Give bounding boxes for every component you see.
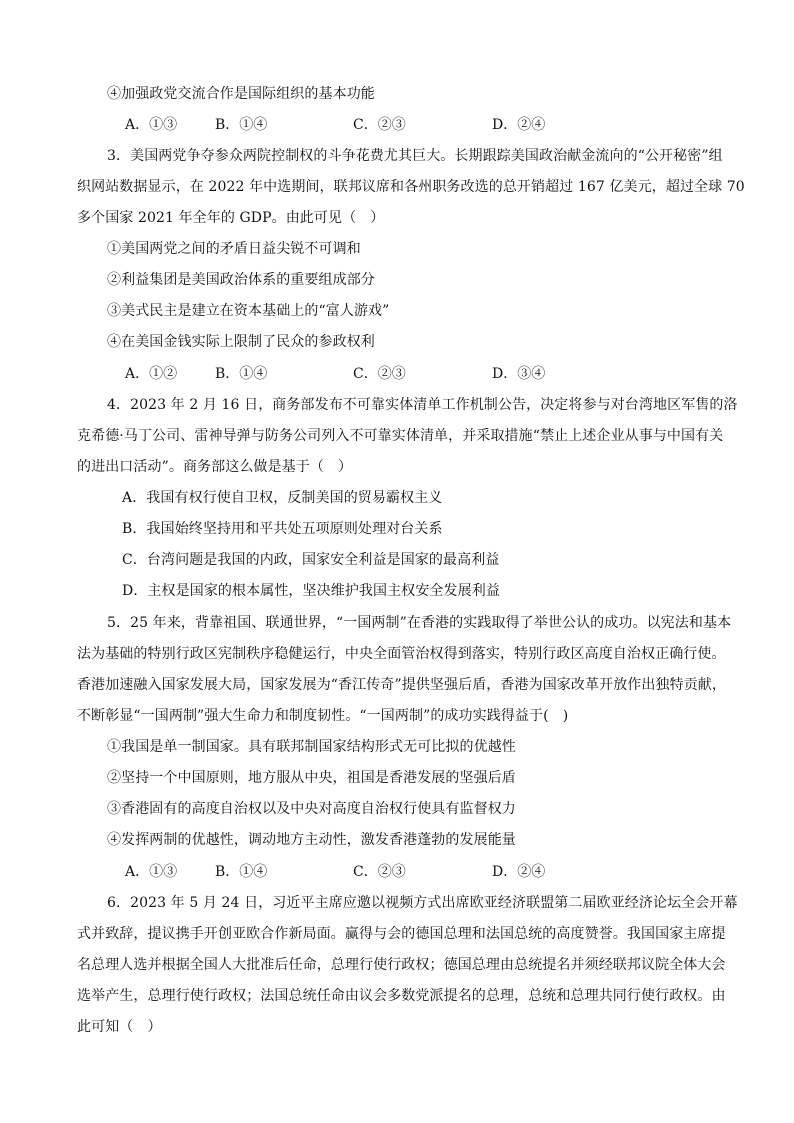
- q3-statement-2: ②利益集团是美国政治体系的重要组成部分: [107, 272, 375, 288]
- q2-option-d: D．②④: [492, 117, 546, 133]
- q4-choice-a: A．我国有权行使自卫权，反制美国的贸易霸权主义: [122, 490, 443, 506]
- q6-stem-line-2: 式并致辞，提议携手开创亚欧合作新局面。赢得与会的德国总理和法国总统的高度赞誉。我国国家主席提: [77, 926, 726, 942]
- q4-stem-line-1: 4．2023 年 2 月 16 日，商务部发布不可靠实体清单工作机制公告，决定将参与对台湾地区军售的洛: [107, 397, 738, 413]
- q3-statement-3: ③美式民主是建立在资本基础上的“富人游戏”: [107, 303, 390, 319]
- q3-statement-4: ④在美国金钱实际上限制了民众的参政权利: [107, 334, 375, 350]
- q5-stem-line-2: 法为基础的特别行政区宪制秩序稳健运行，中央全面管治权得到落实，特别行政区高度自治权正确行使。: [77, 646, 726, 662]
- q5-stem-line-3: 香港加速融入国家发展大局，国家发展为“香江传奇”提供坚强后盾，香港为国家改革开放作出独特贡献，: [77, 677, 727, 693]
- q5-stem-line-4: 不断彰显“一国两制”强大生命力和制度韧性。“一国两制”的成功实践得益于( ): [77, 708, 569, 724]
- q5-option-d: D．②④: [492, 864, 546, 880]
- q3-stem-line-3: 多个国家 2021 年全年的 GDP。由此可见（ ）: [77, 210, 385, 226]
- q5-statement-1: ①我国是单一制国家。具有联邦制国家结构形式无可比拟的优越性: [107, 739, 516, 755]
- q4-stem-line-3: 的进出口活动”。商务部这么做是基于（ ）: [77, 459, 353, 475]
- q4-stem-line-2: 克希德·马丁公司、雷神导弹与防务公司列入不可靠实体清单，并采取措施“禁止上述企业从事与中国有关: [77, 428, 724, 444]
- q3-stem-line-2: 织网站数据显示，在 2022 年中选期间，联邦议席和各州职务改选的总开销超过 167 亿美元，超过全球 70: [77, 179, 745, 195]
- q6-stem-line-5: 此可知（ ）: [77, 1019, 162, 1035]
- q3-option-a: A．①②: [125, 366, 178, 382]
- q3-option-c: C．②③: [353, 366, 406, 382]
- q4-choice-b: B．我国始终坚持用和平共处五项原则处理对台关系: [122, 521, 443, 537]
- q6-stem-line-1: 6．2023 年 5 月 24 日，习近平主席应邀以视频方式出席欧亚经济联盟第二届欧亚经济论坛全会开幕: [107, 895, 738, 911]
- q5-option-a: A．①③: [125, 864, 178, 880]
- q5-stem-line-1: 5．25 年来，背靠祖国、联通世界，“一国两制”在香港的实践取得了举世公认的成功。以宪法和基本: [107, 615, 732, 631]
- q5-option-c: C．②③: [353, 864, 406, 880]
- q4-choice-d: D．主权是国家的根本属性，坚决维护我国主权安全发展利益: [122, 583, 500, 599]
- q5-statement-3: ③香港固有的高度自治权以及中央对高度自治权行使具有监督权力: [107, 801, 516, 817]
- q3-statement-1: ①美国两党之间的矛盾日益尖锐不可调和: [107, 241, 361, 257]
- q5-statement-2: ②坚持一个中国原则，地方服从中央，祖国是香港发展的坚强后盾: [107, 770, 516, 786]
- q3-stem-line-1: 3．美国两党争夺参众两院控制权的斗争花费尤其巨大。长期跟踪美国政治献金流向的“公开秘密”组: [107, 148, 723, 164]
- q6-stem-line-3: 名总理人选并根据全国人大批准后任命，总理行使行政权；德国总理由总统提名并须经联邦议院全体大会: [77, 957, 726, 973]
- q2-option-c: C．②③: [353, 117, 406, 133]
- q5-statement-4: ④发挥两制的优越性，调动地方主动性，激发香港蓬勃的发展能量: [107, 832, 516, 848]
- q5-option-b: B．①④: [215, 864, 268, 880]
- q2-option-a: A．①③: [125, 117, 178, 133]
- q4-choice-c: C．台湾问题是我国的内政，国家安全利益是国家的最高利益: [122, 552, 500, 568]
- q3-option-b: B．①④: [215, 366, 268, 382]
- q2-statement-4: ④加强政党交流合作是国际组织的基本功能: [107, 86, 375, 102]
- q6-stem-line-4: 选举产生，总理行使行政权；法国总统任命由议会多数党派提名的总理，总统和总理共同行使行政权。由: [77, 988, 726, 1004]
- q2-option-b: B．①④: [215, 117, 268, 133]
- q3-option-d: D．③④: [492, 366, 546, 382]
